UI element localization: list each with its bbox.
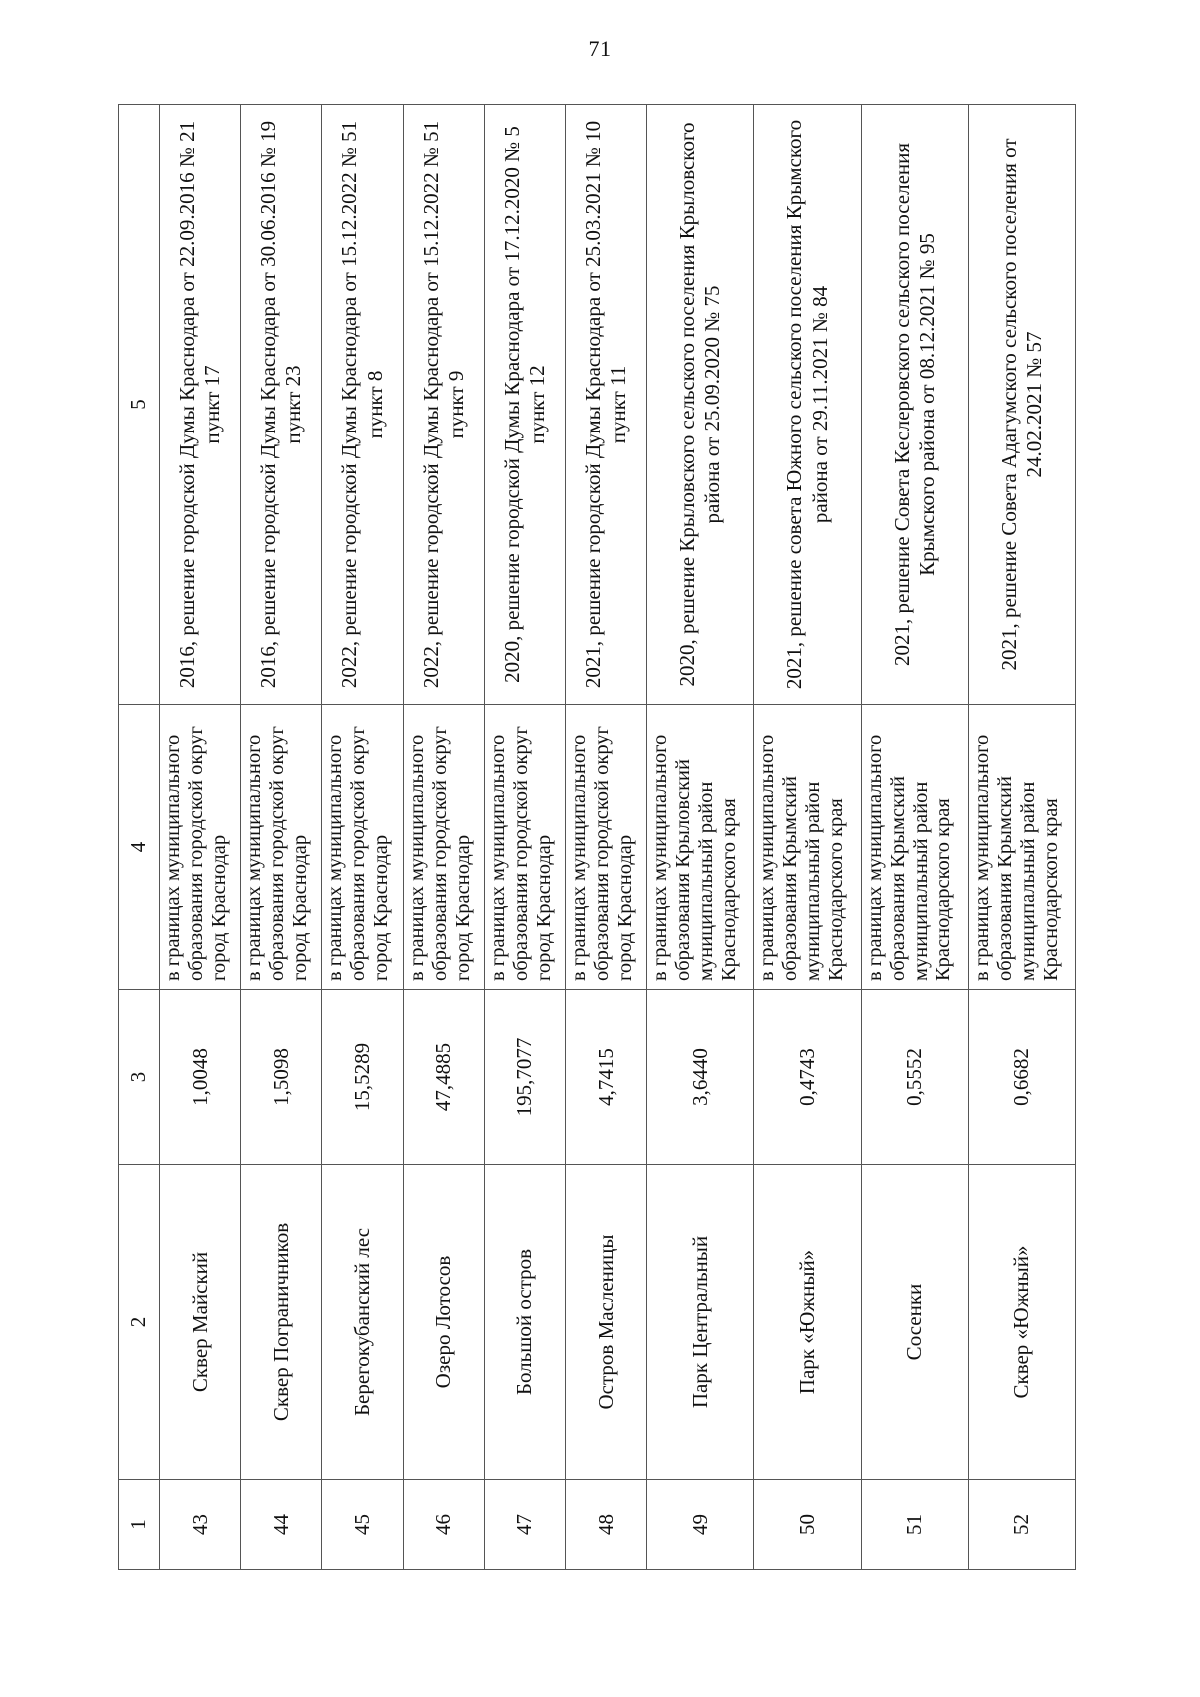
cell-number: 46 <box>403 1480 484 1570</box>
cell-number: 50 <box>754 1480 861 1570</box>
cell-name: Сквер Майский <box>160 1165 241 1480</box>
cell-name: Парк «Южный» <box>754 1165 861 1480</box>
cell-number: 52 <box>968 1480 1075 1570</box>
table-row <box>968 105 1075 1570</box>
cell-area: 15,5289 <box>322 990 403 1165</box>
cell-location: в границах муниципального образования Крыловский муниципальный район Краснодарского края <box>647 705 754 990</box>
cell-document: 2021, решение Совета Адагумского сельского поселения от 24.02.2021 № 57 <box>968 105 1075 705</box>
cell-name: Озеро Лотосов <box>403 1165 484 1480</box>
header-col-1: 1 <box>119 1480 160 1570</box>
cell-document: 2020, решение городской Думы Краснодара от 17.12.2020 № 5 пункт 12 <box>484 105 565 705</box>
cell-location: в границах муниципального образования городской округ город Краснодар <box>484 705 565 990</box>
table-header <box>119 105 160 1570</box>
header-col-2: 2 <box>119 1165 160 1480</box>
table-row <box>322 105 403 1570</box>
cell-document: 2021, решение совета Южного сельского поселения Крымского района от 29.11.2021 № 84 <box>754 105 861 705</box>
cell-area: 1,5098 <box>241 990 322 1165</box>
cell-number: 49 <box>647 1480 754 1570</box>
cell-name: Парк Центральный <box>647 1165 754 1480</box>
cell-number: 47 <box>484 1480 565 1570</box>
table-row <box>241 105 322 1570</box>
data-table <box>118 104 1076 1570</box>
cell-location: в границах муниципального образования городской округ город Краснодар <box>403 705 484 990</box>
cell-location: в границах муниципального образования городской округ город Краснодар <box>241 705 322 990</box>
cell-location: в границах муниципального образования Крымский муниципальный район Краснодарского края <box>754 705 861 990</box>
cell-area: 4,7415 <box>566 990 647 1165</box>
cell-document: 2020, решение Крыловского сельского поселения Крыловского района от 25.09.2020 № 75 <box>647 105 754 705</box>
cell-name: Берегокубанский лес <box>322 1165 403 1480</box>
cell-location: в границах муниципального образования городской округ город Краснодар <box>566 705 647 990</box>
cell-name: Сквер Пограничников <box>241 1165 322 1480</box>
cell-document: 2016, решение городской Думы Краснодара от 22.09.2016 № 21 пункт 17 <box>160 105 241 705</box>
cell-area: 0,5552 <box>861 990 968 1165</box>
table-row <box>566 105 647 1570</box>
table-container <box>118 105 1076 1570</box>
table-row <box>861 105 968 1570</box>
cell-name: Сосенки <box>861 1165 968 1480</box>
header-row <box>119 105 160 1570</box>
page-number: 71 <box>588 36 612 61</box>
table-row <box>754 105 861 1570</box>
cell-location: в границах муниципального образования городской округ город Краснодар <box>322 705 403 990</box>
cell-name: Сквер «Южный» <box>968 1165 1075 1480</box>
cell-number: 44 <box>241 1480 322 1570</box>
header-col-4: 4 <box>119 705 160 990</box>
header-col-5: 5 <box>119 105 160 705</box>
cell-number: 51 <box>861 1480 968 1570</box>
header-col-3: 3 <box>119 990 160 1165</box>
cell-name: Остров Масленицы <box>566 1165 647 1480</box>
table-body <box>160 105 1076 1570</box>
cell-number: 45 <box>322 1480 403 1570</box>
cell-location: в границах муниципального образования Крымский муниципальный район Краснодарского края <box>968 705 1075 990</box>
cell-document: 2016, решение городской Думы Краснодара от 30.06.2016 № 19 пункт 23 <box>241 105 322 705</box>
cell-document: 2021, решение городской Думы Краснодара от 25.03.2021 № 10 пункт 11 <box>566 105 647 705</box>
cell-area: 195,7077 <box>484 990 565 1165</box>
cell-document: 2022, решение городской Думы Краснодара от 15.12.2022 № 51 пункт 8 <box>322 105 403 705</box>
cell-document: 2021, решение Совета Кеслеровского сельского поселения Крымского района от 08.12.2021 № 95 <box>861 105 968 705</box>
cell-name: Большой остров <box>484 1165 565 1480</box>
cell-number: 48 <box>566 1480 647 1570</box>
cell-area: 0,6682 <box>968 990 1075 1165</box>
table-row <box>647 105 754 1570</box>
cell-area: 0,4743 <box>754 990 861 1165</box>
cell-area: 3,6440 <box>647 990 754 1165</box>
cell-area: 47,4885 <box>403 990 484 1165</box>
cell-location: в границах муниципального образования Крымский муниципальный район Краснодарского края <box>861 705 968 990</box>
table-row <box>403 105 484 1570</box>
cell-area: 1,0048 <box>160 990 241 1165</box>
cell-number: 43 <box>160 1480 241 1570</box>
cell-location: в границах муниципального образования городской округ город Краснодар <box>160 705 241 990</box>
cell-document: 2022, решение городской Думы Краснодара от 15.12.2022 № 51 пункт 9 <box>403 105 484 705</box>
table-row <box>160 105 241 1570</box>
table-row <box>484 105 565 1570</box>
